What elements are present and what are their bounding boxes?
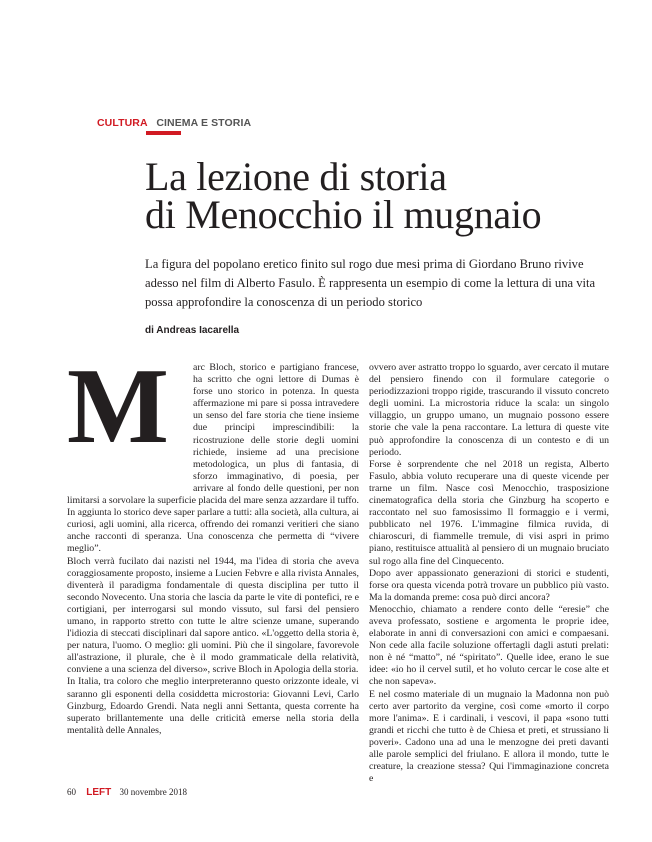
- magazine-name: LEFT: [86, 787, 112, 798]
- paragraph: In Italia, tra coloro che meglio interpreteranno questo orizzonte ideale, vi saranno gli esponenti della cosiddetta microstoria: Giovanni Levi, Carlo Ginzburg, Edoardo Grendi. Nata negli anni Settanta, questa corrente ha superato brillantemente una delle criticità emerse nella storia della mentalità delle Annales,: [67, 676, 359, 736]
- column-left: [67, 362, 359, 737]
- paragraph: ovvero aver astratto troppo lo sguardo, aver cercato il mutare del pensiero finendo con il formulare categorie o periodizzazioni troppo rigide, trascurando il vissuto concreto degli uomini. La microstoria riduce la scala: un singolo villaggio, un gruppo umano, un mugnaio possono essere storie che vale la pena raccontare. La lettura di queste vite può approfondire la conoscenza di un contesto e di un periodo.: [369, 362, 609, 458]
- section-label: CULTURA: [97, 117, 148, 129]
- byline: di Andreas Iacarella: [145, 325, 240, 336]
- accent-bar: [146, 131, 181, 135]
- title-line-1: La lezione di storia: [145, 154, 447, 199]
- drop-cap-space: [67, 362, 193, 484]
- paragraph: Bloch verrà fucilato dai nazisti nel 1944, ma l'idea di storia che aveva coraggiosamente proposto, insieme a Lucien Febvre e alla rivista Annales, diventerà il paradigma fondamentale di questa disciplina per tutto il secondo Novecento. Una storia che lascia da parte le vite di pontefici, re e cortigiani, per interrogarsi sul mondo vissuto, sul farsi del pensiero umano, in rapporto stretto con tutte le altre scienze umane, superando l'idiozia di steccati disciplinari dal sapore antico. «L'oggetto della storia è, per natura, l'uomo. O meglio: gli uomini. Più che il singolare, favorevole all'astrazione, il plurale, che è il modo grammaticale della relatività, conviene a una scienza del diverso», scrive Bloch in Apologia della storia.: [67, 555, 359, 676]
- column-right: [369, 362, 609, 785]
- article-lead: La figura del popolano eretico finito sul rogo due mesi prima di Giordano Bruno rivive adesso nel film di Alberto Fasulo. È rappresenta un esempio di come la lettura di una vita possa approfondire la conoscenza di un periodo storico: [145, 257, 596, 309]
- page-number: 60: [67, 787, 76, 797]
- page-footer: [67, 787, 187, 798]
- paragraph: Dopo aver appassionato generazioni di storici e studenti, forse ora questa vicenda potrà trovare un pubblico più vasto. Ma la domanda preme: cosa può dirci ancora?: [369, 567, 609, 603]
- paragraph: E nel cosmo materiale di un mugnaio la Madonna non può certo aver partorito da vergine, così come «morto il corpo more l'anima». E i cardinali, i vescovi, il papa «sono tutti grandi et ricchi che tutto è de Chiesa et preti, et strussiano li poveri». Cadono una ad una le menzogne dei preti davanti alle parole semplici del friulano. E allora il mondo, tutte le creature, la creazione stessa? Qui l'immaginazione concreta e: [369, 688, 609, 785]
- paragraph: Forse è sorprendente che nel 2018 un regista, Alberto Fasulo, abbia voluto recuperare una di queste vicende per trarne un film. Nasce così Menocchio, trasposizione cinematografica della storia che Ginzburg ha scoperto e raccontato nel suo famosissimo Il formaggio e i vermi, pubblicato nel 1976. L'immagine filmica ruvida, di chiaroscuri, di fiammelle tremule, di visi aspri in primo piano, restituisce attualità al pensiero di un mugnaio bruciato sul rogo alla fine del Cinquecento.: [369, 458, 609, 567]
- article-title: [145, 154, 615, 237]
- subsection-label: CINEMA E STORIA: [156, 117, 252, 129]
- title-line-2: di Menocchio il mugnaio: [145, 192, 542, 237]
- section-rubric: [97, 117, 251, 129]
- issue-date: 30 novembre 2018: [119, 787, 187, 797]
- paragraph: Menocchio, chiamato a rendere conto delle “eresie” che aveva professato, sostiene e argomenta le proprie idee, elaborate in anni di conversazioni con amici e compaesani. Non cede alla facile soluzione offertagli dagli astuti prelati: non è né “matto”, né “spiritato”. Quelle idee, erano le sue idee: «io ho il cervel sutil, et ho voluto cercar le cose alte et che non sapeva».: [369, 603, 609, 688]
- paragraph: arc Bloch, storico e partigiano francese, ha scritto che ogni lettore di Dumas è forse uno storico in potenza. In questa affermazione mi pare si possa intravedere un senso del fare storia che tiene insieme due principi imprescindibili: la ricostruzione delle storie degli uomini richiede, insieme ad una precisione metodologica, un plus di fantasia, di sforzo immaginativo, di poesia, per arrivare al fondo delle questioni, per non limitarsi a sorvolare la superficie placida del mare senza azzardare il tuffo. In aggiunta lo storico deve saper parlare a tutti: alla società, alla cultura, ai curiosi, agli uomini, alla ricerca, offrendo dei romanzi veritieri che siano anche racconti di speranza. Una conoscenza che permetta di “vivere meglio”.: [67, 362, 359, 555]
- drop-cap: M: [67, 347, 169, 466]
